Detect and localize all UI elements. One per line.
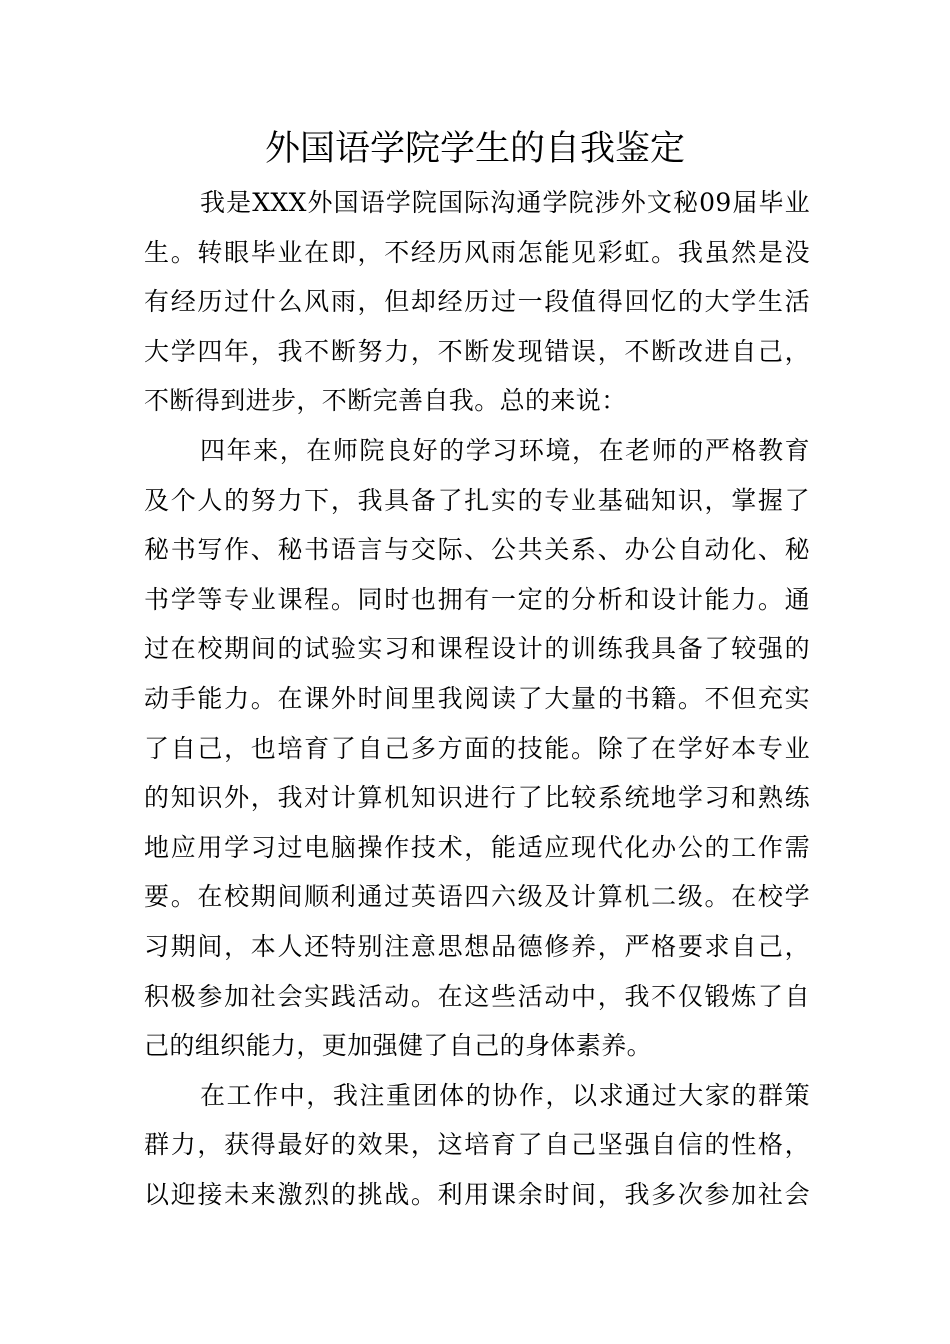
document-title: 外国语学院学生的自我鉴定 xyxy=(264,129,685,169)
paragraph-1 xyxy=(144,178,810,426)
paragraph-2 xyxy=(144,426,810,1071)
paragraph-line: 以迎接未来激烈的挑战。利用课余时间，我多次参加社会 xyxy=(144,1179,810,1209)
paragraph-line: 及个人的努力下，我具备了扎实的专业基础知识，掌握了 xyxy=(144,485,810,515)
paragraph-line: 大学四年，我不断努力，不断发现错误，不断改进自己， xyxy=(144,336,810,366)
paragraph-line: 不断得到进步，不断完善自我。总的来说： xyxy=(144,386,627,416)
paragraph-line: 的知识外，我对计算机知识进行了比较系统地学习和熟练 xyxy=(144,783,810,813)
paragraph-line: 秘书写作、秘书语言与交际、公共关系、办公自动化、秘 xyxy=(144,535,810,565)
paragraph-line: 四年来，在师院良好的学习环境，在老师的严格教育 xyxy=(200,435,810,465)
paragraph-line: 习期间，本人还特别注意思想品德修养，严格要求自己， xyxy=(144,931,810,961)
paragraph-line: 地应用学习过电脑操作技术，能适应现代化办公的工作需 xyxy=(144,832,810,862)
paragraph-line: 过在校期间的试验实习和课程设计的训练我具备了较强的 xyxy=(144,634,810,664)
paragraph-line: 了自己，也培育了自己多方面的技能。除了在学好本专业 xyxy=(144,733,810,763)
paragraph-3 xyxy=(144,1071,810,1220)
paragraph-line: 有经历过什么风雨，但却经历过一段值得回忆的大学生活 xyxy=(144,287,810,317)
paragraph-line: 要。在校期间顺利通过英语四六级及计算机二级。在校学 xyxy=(144,882,810,912)
document-body xyxy=(144,178,810,1219)
paragraph-line: 群力，获得最好的效果，这培育了自己坚强自信的性格， xyxy=(144,1130,810,1160)
paragraph-line: 我是XXX外国语学院国际沟通学院涉外文秘09届毕业 xyxy=(200,188,810,217)
paragraph-line: 书学等专业课程。同时也拥有一定的分析和设计能力。通 xyxy=(144,584,810,614)
paragraph-line: 在工作中，我注重团体的协作，以求通过大家的群策 xyxy=(200,1080,810,1110)
paragraph-line: 积极参加社会实践活动。在这些活动中，我不仅锻炼了自 xyxy=(144,981,810,1011)
paragraph-line: 生。转眼毕业在即，不经历风雨怎能见彩虹。我虽然是没 xyxy=(144,237,810,267)
paragraph-line: 己的组织能力，更加强健了自己的身体素养。 xyxy=(144,1031,653,1061)
paragraph-line: 动手能力。在课外时间里我阅读了大量的书籍。不但充实 xyxy=(144,683,810,713)
